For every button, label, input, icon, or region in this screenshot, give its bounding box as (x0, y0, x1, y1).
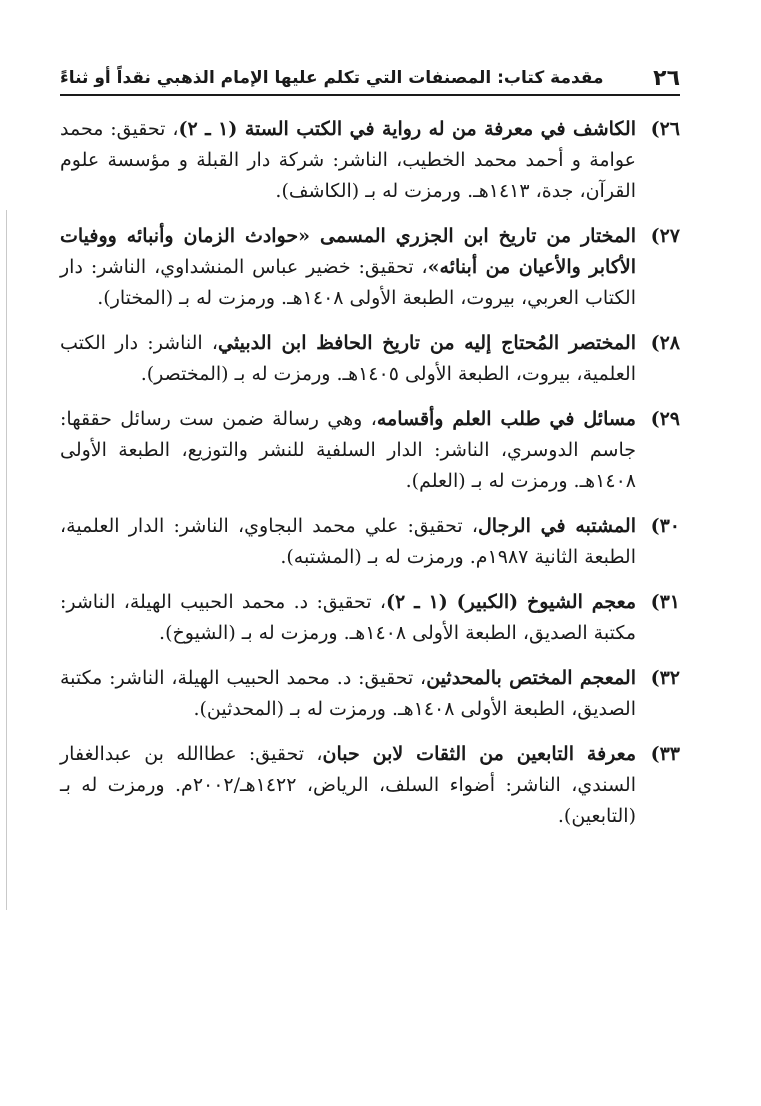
entry-body: ، تحقيق: د. محمد الحبيب الهيلة، الناشر: مكتبة الصديق، الطبعة الأولى ١٤٠٨هـ. ورمزت له بـ (الشيوخ). (60, 591, 636, 644)
entry-number: ٢٦) (650, 118, 680, 140)
entry-number: ٢٧) (650, 225, 680, 247)
entry-text (60, 663, 636, 725)
page-number: ٢٦ (653, 65, 680, 91)
entry-number: ٢٩) (650, 408, 680, 430)
bibliography-list (60, 114, 680, 846)
list-item (60, 404, 680, 497)
entry-body: ، تحقيق: عطاالله بن عبدالغفار السندي، الناشر: أضواء السلف، الرياض، ١٤٢٢هـ/٢٠٠٢م. ورمزت له بـ (التابعين). (60, 743, 636, 827)
entry-title: معجم الشيوخ (الكبير) (١ ـ ٢) (386, 591, 636, 613)
list-item (60, 328, 680, 390)
entry-text (60, 739, 636, 832)
running-title: مقدمة كتاب: المصنفات التي تكلم عليها الإمام الذهبي نقداً أو ثناءً (60, 68, 604, 88)
entry-text (60, 587, 636, 649)
list-item (60, 587, 680, 649)
list-item (60, 114, 680, 207)
book-page (60, 0, 680, 1106)
entry-number: ٣٠) (650, 515, 680, 537)
entry-title: المختار من تاريخ ابن الجزري المسمى «حوادث الزمان وأنبائه ووفيات الأكابر والأعيان من أبنائه» (60, 225, 637, 278)
entry-number: ٣٣) (650, 743, 680, 765)
entry-title: المختصر المُحتاج إليه من تاريخ الحافظ ابن الدبيثي (218, 332, 636, 354)
page-edge-line (6, 210, 7, 910)
entry-title: المشتبه في الرجال (477, 515, 636, 537)
entry-text (60, 511, 636, 573)
entry-title: المعجم المختص بالمحدثين (426, 667, 637, 689)
entry-body: ، الناشر: دار الكتب العلمية، بيروت، الطبعة الأولى ١٤٠٥هـ. ورمزت له بـ (المختصر). (60, 332, 636, 385)
list-item (60, 663, 680, 725)
entry-text (60, 328, 636, 390)
entry-title: مسائل في طلب العلم وأقسامه (376, 408, 636, 430)
entry-number: ٣١) (650, 591, 680, 613)
entry-title: معرفة التابعين من الثقات لابن حبان (322, 743, 637, 765)
entry-text (60, 114, 636, 207)
entry-body: ، وهي رسالة ضمن ست رسائل حققها: جاسم الدوسري، الناشر: الدار السلفية للنشر والتوزيع، الطبعة الأولى ١٤٠٨هـ. ورمزت له بـ (العلم). (60, 408, 636, 492)
entry-number: ٢٨) (650, 332, 680, 354)
list-item (60, 511, 680, 573)
entry-body: ، تحقيق: محمد عوامة و أحمد محمد الخطيب، الناشر: شركة دار القبلة و مؤسسة علوم القرآن، جدة، ١٤١٣هـ. ورمزت له بـ (الكاشف). (60, 118, 636, 202)
list-item (60, 739, 680, 832)
entry-text (60, 404, 636, 497)
page-header (60, 62, 680, 96)
entry-text (60, 221, 636, 314)
entry-body: ، تحقيق: علي محمد البجاوي، الناشر: الدار العلمية، الطبعة الثانية ١٩٨٧م. ورمزت له بـ (المشتبه). (60, 515, 636, 568)
entry-body: ، تحقيق: خضير عباس المنشداوي، الناشر: دار الكتاب العربي، بيروت، الطبعة الأولى ١٤٠٨هـ. ورمزت له بـ (المختار). (60, 256, 636, 309)
entry-number: ٣٢) (650, 667, 680, 689)
list-item (60, 221, 680, 314)
entry-body: ، تحقيق: د. محمد الحبيب الهيلة، الناشر: مكتبة الصديق، الطبعة الأولى ١٤٠٨هـ. ورمزت له بـ (المحدثين). (60, 667, 636, 720)
entry-title: الكاشف في معرفة من له رواية في الكتب الستة (١ ـ ٢) (178, 118, 636, 140)
